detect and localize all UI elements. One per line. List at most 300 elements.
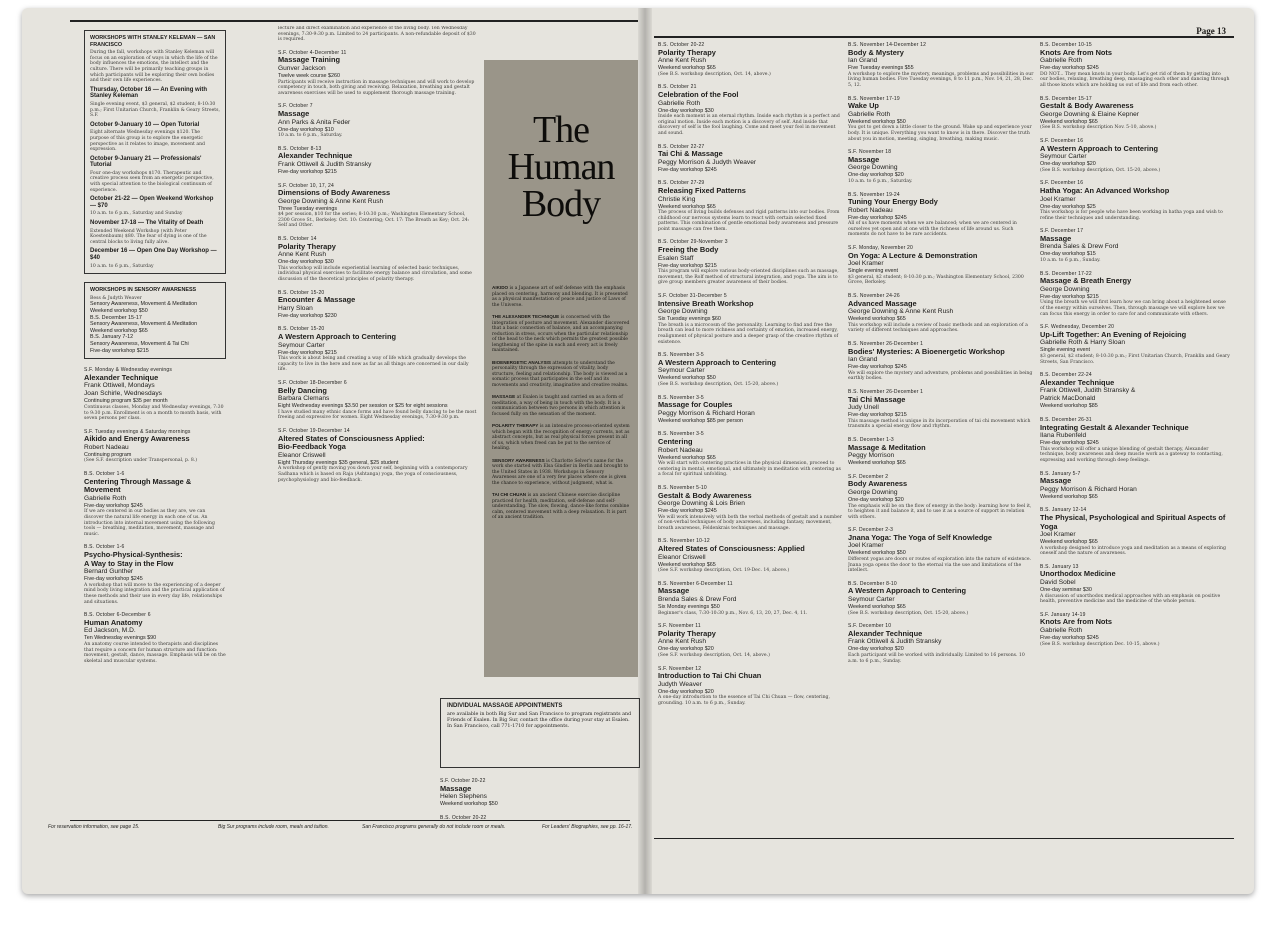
entry-title: Tai Chi & Massage xyxy=(658,149,723,159)
entry-code: B.S. December 15-17 xyxy=(1040,95,1092,102)
entry-description: $3 general, $2 student; 8-10:30 p.m.; First Unitarian Church, Franklin and Geary Streets, San Francisco. xyxy=(1040,354,1230,365)
entry-title: Hatha Yoga: An Advanced Workshop xyxy=(1040,185,1170,195)
sensory-line: Sensory Awareness, Movement & Meditation xyxy=(90,321,198,328)
workshop-entry xyxy=(658,180,844,232)
entry-code: B.S. October 20-22 xyxy=(658,42,705,48)
entry-title-row xyxy=(278,435,478,452)
feature-paragraph xyxy=(492,360,630,389)
entry-leader: Gabrielle Roth & Harry Sloan xyxy=(1040,339,1126,347)
entry-leader: David Sobel xyxy=(1040,579,1076,587)
entry-title-row xyxy=(278,243,478,252)
entry-meta: Five-day workshop $245 xyxy=(658,508,717,515)
entry-leader: Gabrielle Roth xyxy=(84,494,127,502)
entry-meta: Weekend workshop $65 xyxy=(848,316,906,323)
entry-meta: Weekend workshop $65 xyxy=(1040,539,1098,546)
entry-title: Tai Chi Massage xyxy=(848,394,906,404)
entry-code: S.F. November 11 xyxy=(658,623,701,630)
keleman-item-text: 10 a.m. to 6 p.m., Saturday and Sunday xyxy=(90,211,183,217)
entry-leader: George Downing & Anne Kent Rush xyxy=(278,197,384,205)
workshop-entry xyxy=(658,144,844,174)
entry-meta: Weekend workshop $65 xyxy=(848,460,906,467)
entry-meta: Weekend workshop $50 xyxy=(848,550,906,557)
sensory-line: B.S. January 7-12 xyxy=(90,334,134,341)
left-column-3 xyxy=(440,778,640,820)
entry-meta: Three Tuesday evenings xyxy=(278,205,338,212)
keleman-item-text: Eight alternate Wednesday evenings $120. The purpose of this group is to explore the energetic perspective as it relates to image, movement and expression. xyxy=(90,130,205,153)
keleman-intro: During the fall, workshops with Stanley Keleman will focus on an exploration of ways in which the life of the body influences the emotions, the intellect and the culture. There will be primarily teaching groups in which participants will be exploring their own bodies and their own life experiences. xyxy=(90,50,218,84)
entry-title-row xyxy=(1040,235,1230,244)
entry-code: S.F. December 2 xyxy=(848,473,889,480)
entry-title: Polarity Therapy xyxy=(658,47,716,57)
feature-paragraph-text: is an ancient Chinese exercise discipline practiced for health, meditation, self-defense and self-understanding. The slow, flowing, dance-like forms combine calm, centered movement with a deep relaxation. It is part of an ancient tradition. xyxy=(492,493,630,520)
sensory-lines xyxy=(90,301,220,354)
entry-code: S.F. October 10, 17, 24 xyxy=(278,182,335,189)
workshop-entry xyxy=(658,623,844,658)
entry-leader: Peggy Morrison & Richard Horan xyxy=(658,409,755,417)
entry-code: S.F. October 4-December 11 xyxy=(278,49,347,56)
entry-description: This work is about being and creating a way of life which gradually develops the capacity to live in the here and now as far as all things are concerned in our daily life. xyxy=(278,356,469,373)
entry-title: Massage xyxy=(848,154,880,164)
feature-paragraph-lead: AIKIDO xyxy=(492,285,509,290)
entry-title-row xyxy=(278,56,478,65)
workshop-entry xyxy=(848,527,1034,574)
workshop-entry xyxy=(278,103,478,138)
entry-title-row xyxy=(1040,49,1230,58)
workshop-entry xyxy=(848,474,1034,521)
entry-description: This workshop will offer a unique blending of gestalt therapy, Alexander technique, body awareness and deep muscle work as a gateway to contacting, expressing and working through deep feelings. xyxy=(1040,446,1223,463)
entry-meta: One-day workshop $10 xyxy=(278,126,334,133)
massage-box-text: are available in both Big Sur and San Francisco to program registrants and Friends of Esalen. In Big Sur, contact the office during your stay at Esalen. In San Francisco, call 771-1710 for appointments. xyxy=(447,712,632,729)
entry-code: S.F. December 2-3 xyxy=(848,527,894,534)
entry-title-row xyxy=(1040,570,1230,579)
entry-meta: Five-day workshop $245 xyxy=(1040,635,1099,642)
workshop-entry xyxy=(1040,138,1230,173)
entry-leader: Judy Unell xyxy=(848,404,879,412)
workshop-entry xyxy=(658,581,844,616)
workshop-entry xyxy=(278,428,478,483)
entry-title: Introduction to Tai Chi Chuan xyxy=(658,671,762,681)
entry-meta: Weekend workshop $50 xyxy=(658,375,716,382)
entry-title-row xyxy=(848,156,1034,165)
keleman-item-title: October 21-22 — Open Weekend Workshop — $70 xyxy=(90,196,214,209)
entry-code: S.F. October 7 xyxy=(278,103,313,110)
workshop-entry xyxy=(658,395,844,425)
entry-leader: Joel Kramer xyxy=(848,260,884,268)
entry-meta: Five-day workshop $230 xyxy=(278,312,337,319)
entry-code: B.S. January 12-14 xyxy=(1040,507,1087,514)
entry-code: B.S. October 14 xyxy=(278,236,317,243)
entry-code: S.F. November 18 xyxy=(848,149,892,156)
entry-leader: George Downing & Elaine Kepner xyxy=(1040,110,1139,118)
workshop-entry xyxy=(658,84,844,136)
entry-code: B.S. December 10-15 xyxy=(1040,42,1092,48)
workshop-entry xyxy=(278,290,478,320)
entry-leader: Harry Sloan xyxy=(278,304,313,312)
right-column-3 xyxy=(1040,42,1230,836)
entry-description: $3 general, $2 student; 8-10:30 p.m.; Washington Elementary School, 2300 Grove, Berkeley. xyxy=(848,274,1024,286)
entry-title: Celebration of the Fool xyxy=(658,89,739,99)
entry-title: Polarity Therapy xyxy=(278,241,336,251)
workshop-entry xyxy=(1040,324,1230,365)
feature-heading-2: Human xyxy=(507,146,615,188)
workshop-entry xyxy=(1040,417,1230,464)
entry-leader: Helen Stephens xyxy=(440,793,487,801)
workshop-entry xyxy=(440,778,640,808)
feature-paragraph-lead: THE ALEXANDER TECHNIQUE xyxy=(492,314,560,319)
entry-title-row xyxy=(848,587,1034,596)
entry-title: Knots Are from Nots xyxy=(1040,47,1112,57)
entry-description: Different yogas are doors or routes of exploration into the nature of existence. Jnana yoga opens the door to the eternal via the use and limitations of the intellect. xyxy=(848,557,1032,574)
entry-title: Alexander Technique xyxy=(84,372,159,382)
feature-paragraph-text: attempts to understand the personality through the expression of vitality, body structure, feeling and relationship. The body is viewed as a somatic process that participates in the self and its movements and creativity, imaginative and creative realms. xyxy=(492,360,629,388)
workshop-entry xyxy=(1040,507,1230,557)
entry-description: We will start with centering practices in the physical dimension, proceed to centering in mental, emotional, and ultimately in meditation with centering as a focal for spiritual unfolding. xyxy=(658,461,841,478)
massage-appointments-box xyxy=(440,698,640,768)
entry-title: Massage xyxy=(1040,476,1072,486)
entry-description: This workshop will include experiential learning of selected basic techniques, individual physical exercises to facilitate energy balance and circulation, and some discussion of the theoretical principles of polarity therapy. xyxy=(278,265,472,283)
entry-description: (See B.S. workshop description, Oct. 15-20, above.) xyxy=(848,610,969,616)
entry-leader: Ian Grand xyxy=(848,57,878,65)
entry-title: Polarity Therapy xyxy=(658,628,716,638)
entry-code: S.F. Monday & Wednesday evenings xyxy=(84,367,173,374)
page-number: Page 13 xyxy=(1196,26,1226,36)
entry-description: A discussion of unorthodox medical approaches with an emphasis on positive health, preventive medicine and the medicine of the whole person. xyxy=(1040,593,1221,605)
entry-leader: Joel Kramer xyxy=(848,542,884,550)
entry-meta: Five-day workshop $245 xyxy=(848,364,907,371)
entry-meta: Single evening event xyxy=(1040,347,1091,354)
entry-title-row xyxy=(848,444,1034,453)
entry-description: A workshop designed to introduce yoga and meditation as a means of exploring oneself and the nature of awareness. xyxy=(1040,545,1226,557)
continued-text xyxy=(278,26,478,43)
entry-code: B.S. November 3-5 xyxy=(658,394,704,401)
entry-code: B.S. November 19-24 xyxy=(848,191,900,198)
entry-code: B.S. December 22-24 xyxy=(1040,372,1092,379)
entry-title-row xyxy=(658,300,844,309)
entry-leader: Bernard Gunther xyxy=(84,568,134,576)
entry-title: Integrating Gestalt & Alexander Technique xyxy=(1040,422,1189,432)
entry-code: S.F. October 18-December 6 xyxy=(278,379,347,386)
entry-code: B.S. October 21 xyxy=(658,84,697,91)
entry-leader: Brenda Sales & Drew Ford xyxy=(1040,243,1119,251)
keleman-item-title: October 9-January 10 — Open Tutorial xyxy=(90,121,200,128)
entry-meta: Twelve week course $260 xyxy=(278,72,341,79)
feature-paragraph-text: at Esalen is taught and carried on as a form of meditation, a way of being in touch with the body. It is a communication between two persons in which attention is focused fully on the sensation of the moment. xyxy=(492,395,626,417)
entry-leader: Joel Kramer xyxy=(1040,195,1076,203)
entry-code: B.S. January 13 xyxy=(1040,563,1079,570)
workshop-entry xyxy=(658,431,844,478)
entry-meta: One-day workshop $20 xyxy=(658,646,714,653)
entry-title: Knots Are from Nots xyxy=(1040,617,1112,627)
entry-title-row xyxy=(658,630,844,639)
entry-description: A workshop that will move to the experiencing of a deeper mind body living integration and the practical application of these methods and their use in every day life, relationships and situations. xyxy=(84,582,225,605)
entry-description: (See B.S. workshop description, Oct. 15-20, above.) xyxy=(658,381,779,387)
entry-title: Massage xyxy=(440,783,472,793)
entry-title: Human Anatomy xyxy=(84,617,143,627)
entry-meta: Five-day workshop $215 xyxy=(848,412,907,419)
entry-description: (See B.S. workshop description, Oct. 14, above.) xyxy=(658,71,771,77)
workshop-entry xyxy=(1040,180,1230,221)
entry-code: B.S. November 14-December 12 xyxy=(848,42,927,48)
entry-meta: Weekend workshop $65 xyxy=(1040,118,1098,125)
entry-meta: One-day workshop $20 xyxy=(658,688,714,695)
workshop-entry xyxy=(278,236,478,283)
entry-meta: Weekend workshop $50 xyxy=(848,118,906,125)
entry-title: Up-Lift Together: An Evening of Rejoicing xyxy=(1040,329,1187,339)
entry-meta: One-day workshop $30 xyxy=(658,107,714,114)
workshop-entry xyxy=(440,815,640,820)
left-col2-entries xyxy=(278,50,478,483)
center-fold xyxy=(638,8,652,894)
entry-description: A workshop to explore the mystery, meanings, problems and possibilities in our living human bodies. Five Tuesday evenings, 8 to 11 p.m., Nov. 14, 21, 28, Dec. 5, 12. xyxy=(848,71,1034,88)
entry-meta: Six Monday evenings $50 xyxy=(658,604,720,611)
entry-title-row xyxy=(1040,379,1230,388)
entry-title: Releasing Fixed Patterns xyxy=(658,185,746,195)
workshop-entry xyxy=(848,96,1034,143)
left-column-1 xyxy=(84,30,226,820)
entry-leader: Ed Jackson, M.D. xyxy=(84,627,136,635)
right-col3-entries xyxy=(1040,42,1230,647)
entry-leader: Brenda Sales & Drew Ford xyxy=(658,596,737,604)
entry-code: B.S. December 1-3 xyxy=(848,436,894,443)
workshop-entry xyxy=(84,544,226,605)
entry-description: This workshop is for people who have been working in hatha yoga and wish to refine their techniques and understanding. xyxy=(1040,210,1223,221)
entry-title-row xyxy=(658,359,844,368)
feature-paragraph-lead: SENSORY AWARENESS xyxy=(492,457,545,463)
entry-title: Advanced Massage xyxy=(848,298,917,308)
entry-description: An anatomy course intended to therapists and disciplines that require a concern for human structure and function: movement, gestalt, dance, massage. Emphasis will be on the skeletal and muscular systems. xyxy=(84,641,226,664)
entry-code: B.S. November 3-5 xyxy=(658,352,704,359)
feature-paragraph xyxy=(492,458,630,487)
entry-code: B.S. December 8-10 xyxy=(848,580,897,587)
entry-title-row xyxy=(1040,145,1230,154)
keleman-box xyxy=(84,30,226,274)
workshop-entry xyxy=(84,367,226,422)
entry-description: Each participant will be worked with individually. Limited to 16 persons. 10 a.m. to 6 p.m., Sunday. xyxy=(848,653,1025,664)
workshop-entry xyxy=(84,471,226,537)
workshop-entry xyxy=(278,380,478,421)
workshop-entry xyxy=(848,623,1034,664)
massage-box-title: INDIVIDUAL MASSAGE APPOINTMENTS xyxy=(447,703,563,709)
entry-code: B.S. October 29-November 3 xyxy=(658,239,728,246)
entry-leader: George Downing xyxy=(1040,285,1090,293)
entry-code: B.S. November 24-26 xyxy=(848,293,900,300)
sensory-line: Sensory Awareness, Movement & Tai Chi xyxy=(90,340,189,347)
entry-title: Massage xyxy=(278,108,310,118)
right-column-1 xyxy=(658,42,844,836)
workshop-entry xyxy=(848,192,1034,239)
entry-description: Continuous classes, Monday and Wednesday evenings, 7:30 to 9:30 p.m. Enrollment is on a month to month basis, with seven persons per class. xyxy=(84,404,224,422)
entry-description: Participants will receive instruction in massage techniques and will work to develop competency in touch, both giving and receiving. Relaxation, breathing and gestalt awareness exercises will be used to supplement thorough massage training. xyxy=(278,79,475,96)
entry-title: On Yoga: A Lecture & Demonstration xyxy=(848,250,978,260)
entry-meta: Five-day workshop $245 xyxy=(84,576,143,583)
feature-paragraph-text: is an intensive process-oriented system which began with the recognition of energy currents, not as abstract concepts, but as real physical forces present in all of us, which when freed can be put to the service of healing. xyxy=(492,424,630,451)
entry-title-row xyxy=(84,435,226,444)
entry-title-row xyxy=(84,551,226,568)
entry-description: 10 a.m. to 6 p.m., Saturday. xyxy=(848,178,913,184)
entry-title: Freeing the Body xyxy=(658,245,719,255)
entry-description: DO NOT... They mean knots in your body. Let's get rid of them by getting into our bodies, relaxing, breathing deep, massaging each other and dancing through all those knots which are holding us out of life and from each other. xyxy=(1040,71,1230,88)
entry-title: Altered States of Consciousness Applied: Bio-Feedback Yoga xyxy=(278,433,425,452)
entry-leader: George Downing & Anne Kent Rush xyxy=(848,308,954,316)
entry-description: (See S.F. workshop description, Oct. 19-Dec. 14, above.) xyxy=(658,568,790,574)
continued-desc: lecture and direct examination and experience of the living body. Ten Wednesday evenings, 7:30-9:30 p.m. Limited to 24 participants. A non-refundable deposit of $30 is required. xyxy=(278,26,476,43)
entry-code: S.F. Tuesday evenings & Saturday mornings xyxy=(84,428,191,435)
entry-leader: Frank Ottiwell, Mondays Joan Schirle, Wednesdays xyxy=(84,382,162,398)
entry-title-row xyxy=(848,630,1034,639)
workshop-entry xyxy=(658,485,844,532)
entry-title: Massage xyxy=(1040,233,1072,243)
entry-title: The Physical, Psychological and Spiritual Aspects of Yoga xyxy=(1040,512,1226,531)
entry-code: S.F. October 31-December 5 xyxy=(658,293,727,300)
entry-title: Wake Up xyxy=(848,101,879,111)
entry-code: B.S. November 3-5 xyxy=(658,431,704,438)
entry-leader: George Downing xyxy=(848,164,898,172)
entry-title-row xyxy=(1040,477,1230,486)
entry-leader: George Downing xyxy=(848,488,898,496)
entry-code: S.F. October 20-22 xyxy=(440,778,486,784)
entry-title-row xyxy=(848,49,1034,58)
entry-description: A one-day introduction to the essence of Tai Chi Chuan — flow, centering, grounding. 10 a.m. to 6 p.m., Sunday. xyxy=(658,695,830,706)
entry-code: B.S. October 6-December 6 xyxy=(84,612,151,619)
workshop-entry xyxy=(84,612,226,664)
entry-description: 10 a.m. to 6 p.m., Sunday. xyxy=(1040,258,1101,264)
entry-title: A Western Approach to Centering xyxy=(1040,143,1158,153)
entry-meta: Weekend workshop $85 xyxy=(1040,403,1098,410)
entry-title-row xyxy=(848,480,1034,489)
entry-code: B.S. December 26-31 xyxy=(1040,416,1092,423)
entry-leader: Joel Kramer xyxy=(1040,531,1076,539)
workshop-entry xyxy=(848,149,1034,184)
entry-code: S.F. Wednesday, December 20 xyxy=(1040,324,1115,331)
entry-description: (See B.S. workshop description Dec. 10-15, above.) xyxy=(1040,641,1160,647)
entry-leader: Robert Nadeau xyxy=(848,206,893,214)
feature-paragraph-lead: BIOENERGETIC ANALYSIS xyxy=(492,359,551,365)
entry-description: Using the breath we will first learn how we can bring about a heightened sense of the energy within ourselves. Then, through massage we will explore how we can focus this energy in order to care for and communicate with others. xyxy=(1040,300,1226,317)
entry-code: B.S. October 1-6 xyxy=(84,471,125,478)
feature-paragraph-lead: POLARITY THERAPY xyxy=(492,423,539,428)
feature-paragraph-lead: TAI CHI CHUAN xyxy=(492,492,527,497)
entry-meta: Continuing program $35 per month xyxy=(84,398,168,405)
entry-title: Tuning Your Energy Body xyxy=(848,197,938,207)
keleman-item-title: December 16 — Open One Day Workshop — $40 xyxy=(90,248,217,261)
entry-title-row xyxy=(848,252,1034,261)
feature-heading-3: Body xyxy=(521,183,601,225)
entry-description: Beginner's class, 7:30-10:30 p.m., Nov. 6, 13, 20, 27, Dec. 4, 11. xyxy=(658,610,808,616)
keleman-header: WORKSHOPS WITH STANLEY KELEMAN — SAN FRANCISCO xyxy=(90,35,216,48)
entry-description: (See B.S. workshop description Nov. 5-10, above.) xyxy=(1040,125,1157,131)
feature-paragraph xyxy=(492,492,630,521)
entry-leader: Seymour Carter xyxy=(848,596,895,604)
entry-description: This massage method is unique in its incorporation of tai chi movement which transmits a special energy flow and rhythm. xyxy=(848,418,1031,430)
entry-code: S.F. December 16 xyxy=(1040,180,1084,187)
entry-title-row xyxy=(1040,514,1230,531)
entry-description: This program will explore various body-oriented disciplines such as massage, movement, the Rolf method of structural integration, and yoga. The aim is to give group members greater awareness of their bodies. xyxy=(658,269,839,286)
entry-title-row xyxy=(658,492,844,501)
workshop-entry xyxy=(1040,471,1230,501)
right-col2-entries xyxy=(848,42,1034,664)
feature-paragraph-lead: MASSAGE xyxy=(492,394,516,399)
entry-leader: George Downing xyxy=(658,308,708,316)
entry-title-row xyxy=(658,49,844,58)
entry-leader: Christie King xyxy=(658,195,696,203)
entry-meta: One-day workshop $20 xyxy=(1040,161,1096,168)
entry-meta: Five-day workshop $245 xyxy=(1040,440,1099,447)
entry-code: S.F. October 19-December 14 xyxy=(278,427,350,434)
entry-description: We will work intensively with both the verbal methods of gestalt and a number of non-verbal techniques of body awareness, including fantasy, movement, breath awareness, Feldenkrais techniques and massage. xyxy=(658,514,842,531)
feature-heading-1: The xyxy=(532,109,590,151)
footer-sf: San Francisco programs generally do not include room or meals. xyxy=(362,824,506,830)
entry-meta: Five-day workshop $245 xyxy=(84,502,143,509)
entry-meta: Six Tuesday evenings $60 xyxy=(658,316,721,323)
keleman-items xyxy=(90,87,220,269)
entry-meta: One-day workshop $20 xyxy=(848,172,904,179)
keleman-item-title: October 9-January 21 — Professionals' Tutorial xyxy=(90,155,202,169)
workshop-entry xyxy=(848,581,1034,616)
entry-leader: Gunver Jackson xyxy=(278,64,326,72)
entry-title: Belly Dancing xyxy=(278,385,327,395)
entry-meta: One-day workshop $30 xyxy=(278,259,334,266)
entry-leader: Seymour Carter xyxy=(1040,153,1087,161)
keleman-item-text: Four one-day workshops $170. Therapeutic and creative process seen from an energetic perspective, with special attention to the biological continuum of experience. xyxy=(90,170,214,193)
workshop-entry xyxy=(1040,271,1230,318)
entry-title-row xyxy=(1040,102,1230,111)
entry-meta: Five-day workshop $245 xyxy=(848,214,907,221)
workshop-entry xyxy=(278,183,478,230)
entry-title: Alexander Technique xyxy=(1040,377,1115,387)
entry-title-row xyxy=(84,478,226,495)
entry-title-row xyxy=(658,150,844,159)
entry-leader: Anne Kent Rush xyxy=(658,57,707,65)
entry-title: Alexander Technique xyxy=(848,628,923,638)
entry-meta: Five-day workshop $245 xyxy=(1040,65,1099,72)
entry-code: B.S. October 1-6 xyxy=(84,544,125,551)
entry-code: B.S. October 15-20 xyxy=(278,289,325,296)
entry-leader: Frank Ottiwell & Judith Stransky xyxy=(848,638,942,646)
entry-description: All of us have moments when we are balanced; when we are centered in ourselves yet open and at one with the richness of life around us. Such moments do not have to be rare accidents. xyxy=(848,221,1017,238)
entry-leader: Robert Nadeau xyxy=(84,443,129,451)
entry-title-row xyxy=(848,300,1034,309)
workshop-entry xyxy=(1040,564,1230,605)
entry-code: B.S. November 5-10 xyxy=(658,484,707,491)
workshop-entry xyxy=(848,42,1034,89)
entry-leader: Gabrielle Roth xyxy=(1040,627,1083,635)
entry-title: Massage for Couples xyxy=(658,400,733,410)
entry-meta: Five-day workshop $215 xyxy=(278,349,337,356)
workshop-entry xyxy=(848,437,1034,467)
entry-meta: Weekend workshop $65 xyxy=(658,561,716,568)
entry-code: B.S. November 6-December 11 xyxy=(658,580,733,587)
entry-leader: Anne Kent Rush xyxy=(658,638,707,646)
entry-description: (See B.S. workshop description, Oct. 15-20, above.) xyxy=(1040,167,1161,173)
entry-meta: Five-day workshop $215 xyxy=(278,168,337,175)
entry-title-row xyxy=(278,333,478,342)
entry-leader: Seymour Carter xyxy=(278,341,325,349)
entry-title: Jnana Yoga: The Yoga of Self Knowledge xyxy=(848,532,993,542)
feature-paragraph-text: is Charlotte Selver's name for the work she started with Elsa Gindler in Berlin and brought to the United States in 1938. Workshops in Sensory Awareness are one of a very few places where one is given the chance to experience, without judgment, what is. xyxy=(492,458,629,486)
entry-description: A workshop of gently moving you down your self, beginning with a contemporary Sadhana which is based on Raja (Ashtanga) yoga, the yoga of consciousness, psychophysiology and bio-feedback. xyxy=(278,466,468,483)
entry-title-row xyxy=(1040,331,1230,340)
keleman-item-title: November 17-18 — The Vitality of Death xyxy=(90,220,204,227)
workshop-entry xyxy=(278,146,478,176)
entry-leader: Frank Ottiwell & Judith Stransky xyxy=(278,160,372,168)
sensory-line: Sensory Awareness, Movement & Meditation xyxy=(90,301,198,308)
entry-title: Centering xyxy=(658,436,693,446)
entry-description: The emphasis will be on the flow of energy in the body: learning how to feel it, to heighten it and balance it, and to use it as a source of support in relation with others. xyxy=(848,503,1032,520)
entry-title-row xyxy=(440,785,640,794)
footer-bios: For Leaders' Biographies, see pp. 16-17. xyxy=(542,824,633,830)
entry-title: Gestalt & Body Awareness xyxy=(1040,101,1134,111)
entry-description: I have studied many ethnic dance forms and have found belly dancing to be the most freeing and expressive for women. Eight Wednesday evenings, 7:30-9:30 p.m. xyxy=(278,409,477,421)
